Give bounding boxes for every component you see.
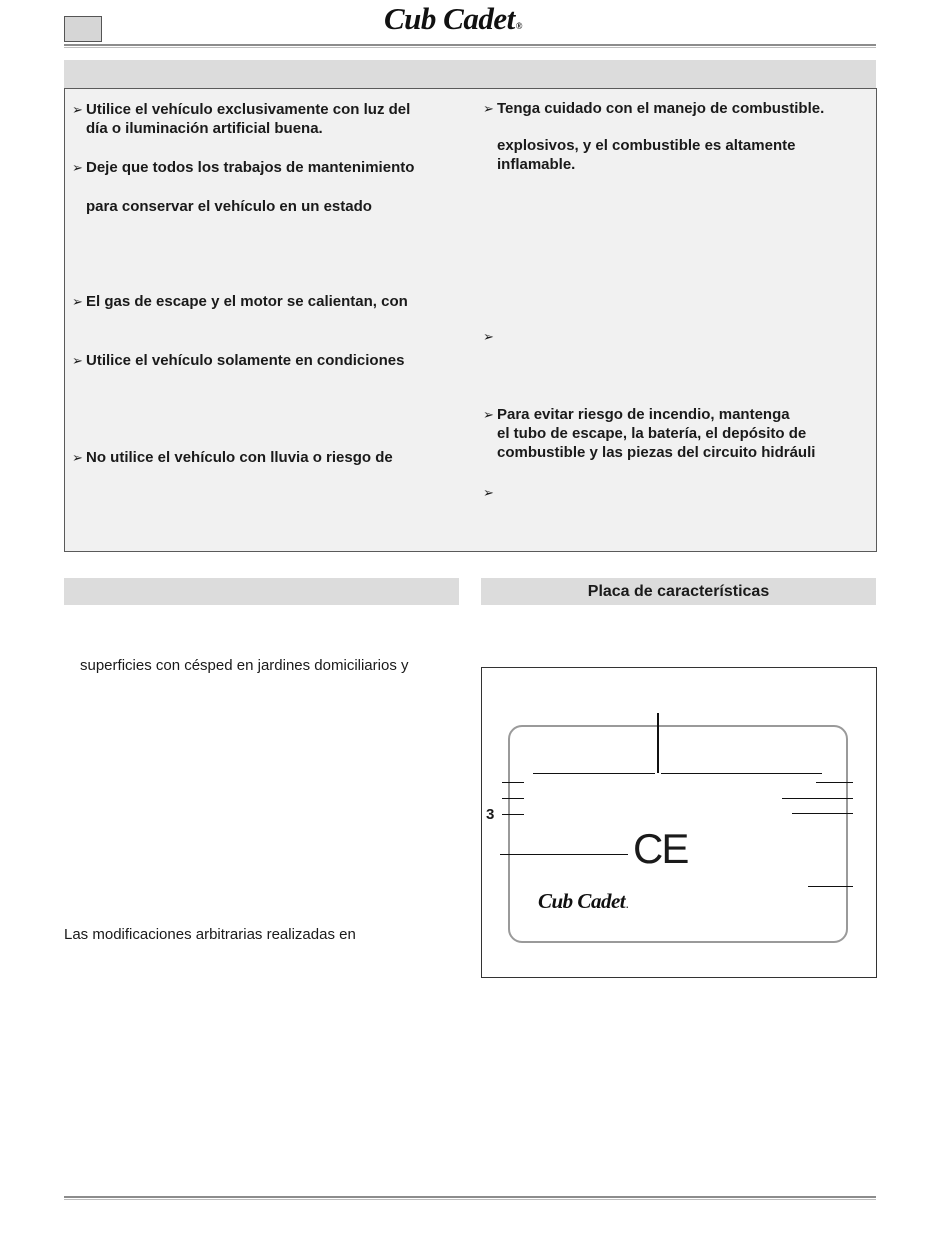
footer-rule (64, 1196, 876, 1198)
arrow-bullet-icon: ➢ (72, 160, 83, 175)
callout-line (661, 773, 822, 774)
arrow-bullet-icon: ➢ (483, 329, 494, 344)
bullet-line: inflamable. (497, 156, 576, 173)
arrow-bullet-icon: ➢ (483, 407, 494, 422)
safety-bullet (72, 292, 408, 311)
safety-bullet (72, 100, 410, 138)
cub-cadet-plate-logo (538, 889, 628, 914)
bullet-line: Deje que todos los trabajos de mantenimiento (86, 159, 415, 176)
logo-text: Cub Cadet (538, 889, 626, 913)
callout-line (782, 798, 853, 799)
section-title-placa: Placa de características (587, 583, 770, 600)
safety-bullet (72, 158, 414, 177)
callout-line (502, 782, 524, 783)
safety-bullet (72, 448, 393, 467)
callout-line (816, 782, 853, 783)
header-rule (64, 44, 876, 46)
safety-bullet-continuation (483, 136, 795, 174)
arrow-bullet-icon: ➢ (72, 294, 83, 309)
safety-bullet (72, 351, 404, 370)
bullet-line: el tubo de escape, la batería, el depósito de (497, 425, 807, 442)
bullet-line: Tenga cuidado con el manejo de combustible. (497, 100, 825, 117)
logo-text: Cub Cadet (384, 1, 515, 36)
body-text-line: Las modificaciones arbitrarias realizadas en (64, 926, 356, 943)
registered-mark: ® (515, 21, 522, 31)
callout-number: 3 (486, 806, 495, 823)
safety-bullet (483, 99, 824, 118)
header-rule-thin (64, 47, 876, 48)
arrow-bullet-icon: ➢ (72, 353, 83, 368)
registered-mark: . (626, 900, 628, 910)
callout-line (792, 813, 853, 814)
bullet-line: Para evitar riesgo de incendio, mantenga (497, 406, 790, 423)
bullet-line: Utilice el vehículo exclusivamente con luz del (86, 101, 411, 118)
footer-rule-thin (64, 1199, 876, 1200)
ce-mark: CE (633, 825, 688, 872)
safety-bullet (483, 405, 815, 462)
bullet-line: No utilice el vehículo con lluvia o riesgo de (86, 449, 393, 466)
bullet-line: combustible y las piezas del circuito hidráuli (497, 444, 816, 461)
left-section-title-bar (64, 578, 459, 605)
callout-line (657, 713, 659, 773)
arrow-bullet-icon: ➢ (483, 101, 494, 116)
callout-line (533, 773, 655, 774)
arrow-bullet-icon: ➢ (72, 102, 83, 117)
bullet-line: día o iluminación artificial buena. (86, 120, 323, 137)
bullet-line: para conservar el vehículo en un estado (86, 198, 372, 215)
callout-line (502, 798, 524, 799)
bullet-line: explosivos, y el combustible es altamente (497, 137, 796, 154)
safety-section-title-bar (64, 60, 876, 88)
page-number-box (64, 16, 102, 42)
callout-line (808, 886, 853, 887)
cub-cadet-logo (384, 1, 522, 37)
callout-line (502, 814, 524, 815)
arrow-bullet-icon: ➢ (72, 450, 83, 465)
bullet-line: Utilice el vehículo solamente en condiciones (86, 352, 405, 369)
bullet-line: El gas de escape y el motor se calientan, con (86, 293, 408, 310)
safety-bullet-continuation (72, 197, 372, 216)
arrow-bullet-icon: ➢ (483, 485, 494, 500)
body-text-line: superficies con césped en jardines domiciliarios y (80, 657, 409, 674)
callout-line (500, 854, 628, 855)
